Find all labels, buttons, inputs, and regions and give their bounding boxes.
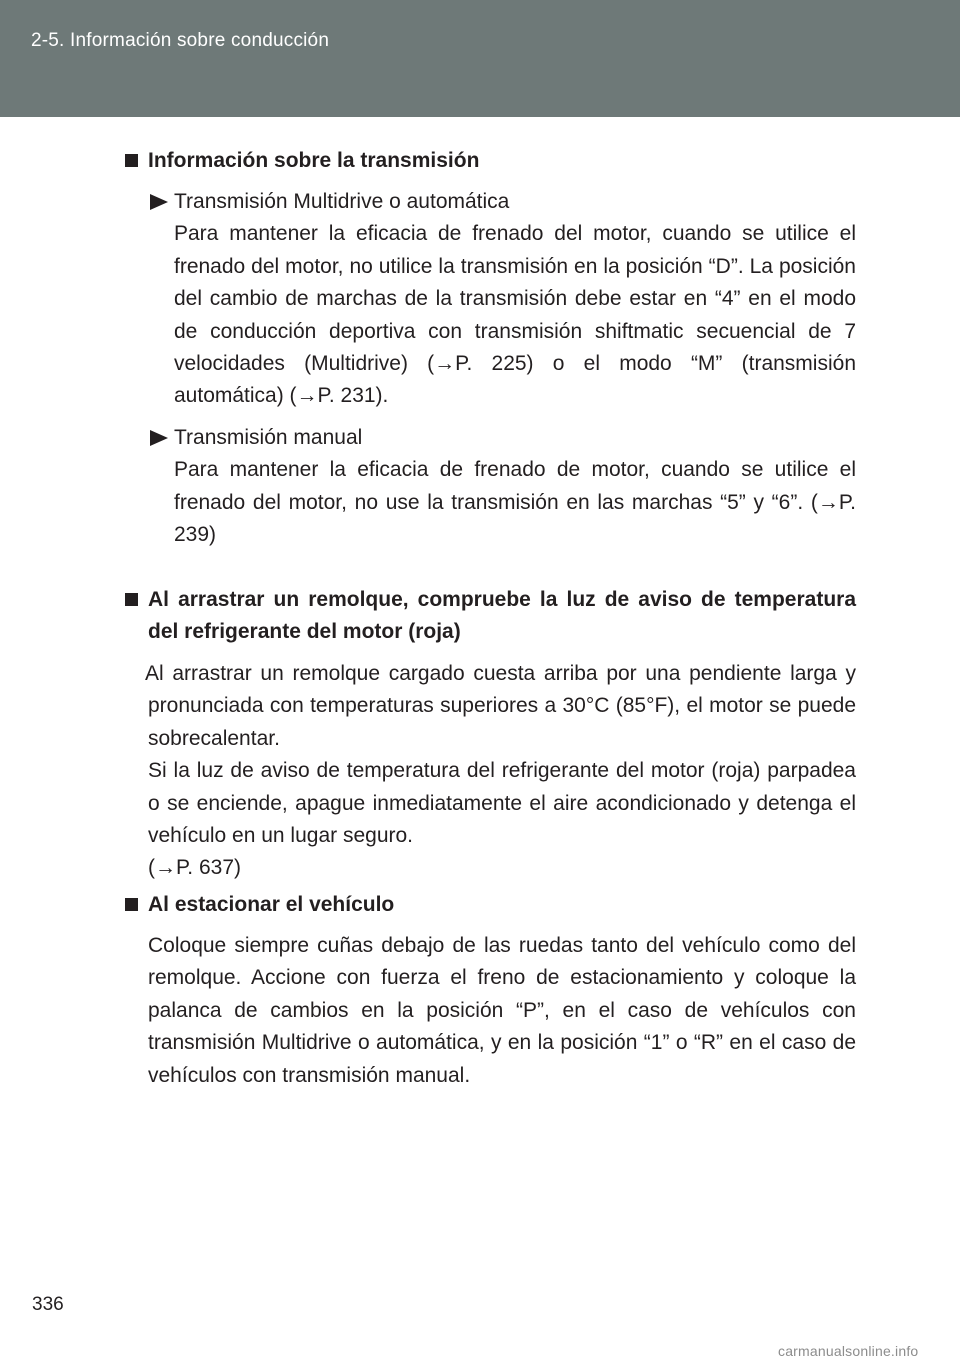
section-heading-text: Al estacionar el vehículo [148,893,395,916]
paragraph: Coloque siempre cuñas debajo de las ruedas tanto del vehículo como del remolque. Accione con fuerza el freno de estacionamiento y coloque la palanca de cambios en la posición “P”, en el caso de vehículos con transmisión Multidrive o automática, y en la posición “1” o “R” en el caso de vehículos con transmisión manual. [148,934,856,1087]
section-heading [124,145,856,177]
subsection-multidrive [124,186,856,413]
square-bullet-icon [125,154,138,167]
section-title: 2-5. Información sobre conducción [31,30,330,51]
subsection-text: Para mantener la eficacia de frenado de motor, cuando se utilice el frenado del motor, no use la transmisión en las marchas “5” y “6”. (→P. 239) [174,458,856,547]
watermark: carmanualsonline.info [778,1343,919,1359]
section-heading [124,889,856,921]
subsection-text: Para mantener la eficacia de frenado del motor, cuando se utilice el frenado del motor, no utilice la transmisión en la posición “D”. La posición del cambio de marchas de la transmisión debe estar en “4” en el modo de conducción deportiva con transmisión shiftmatic secuencial de 7 velocidades (Multidrive) (→P. 225) o el modo “M” (transmisión automática) (→P. 231). [174,222,856,408]
square-bullet-icon [125,593,138,606]
square-bullet-icon [125,898,138,911]
paragraph: Si la luz de aviso de temperatura del refrigerante del motor (roja) parpadea o se enciende, apague inmediatamente el aire acondicionado y detenga el vehículo en un lugar seguro. [148,759,856,848]
section-towing-warning [124,584,856,885]
header-band [0,0,960,117]
paragraph: (→P. 637) [148,856,241,880]
section-heading-text: Al arrastrar un remolque, compruebe la luz de aviso de temperatura del refrigerante del motor (roja) [148,588,856,643]
section-parking [124,889,856,1092]
subsection-title: Transmisión Multidrive o automática [174,190,510,213]
section-transmission [124,145,856,551]
subsection-title: Transmisión manual [174,425,363,449]
page-number: 336 [32,1294,64,1315]
section-heading-text: Información sobre la transmisión [148,149,480,172]
paragraph: Al arrastrar un remolque cargado cuesta arriba por una pendiente larga y pronunciada con temperaturas superiores a 30°C (85°F), el motor se puede sobrecalentar. [145,662,856,750]
subsection-manual [124,422,856,552]
triangle-bullet-icon [150,430,168,446]
section-heading [124,584,856,648]
triangle-bullet-icon [150,194,168,210]
